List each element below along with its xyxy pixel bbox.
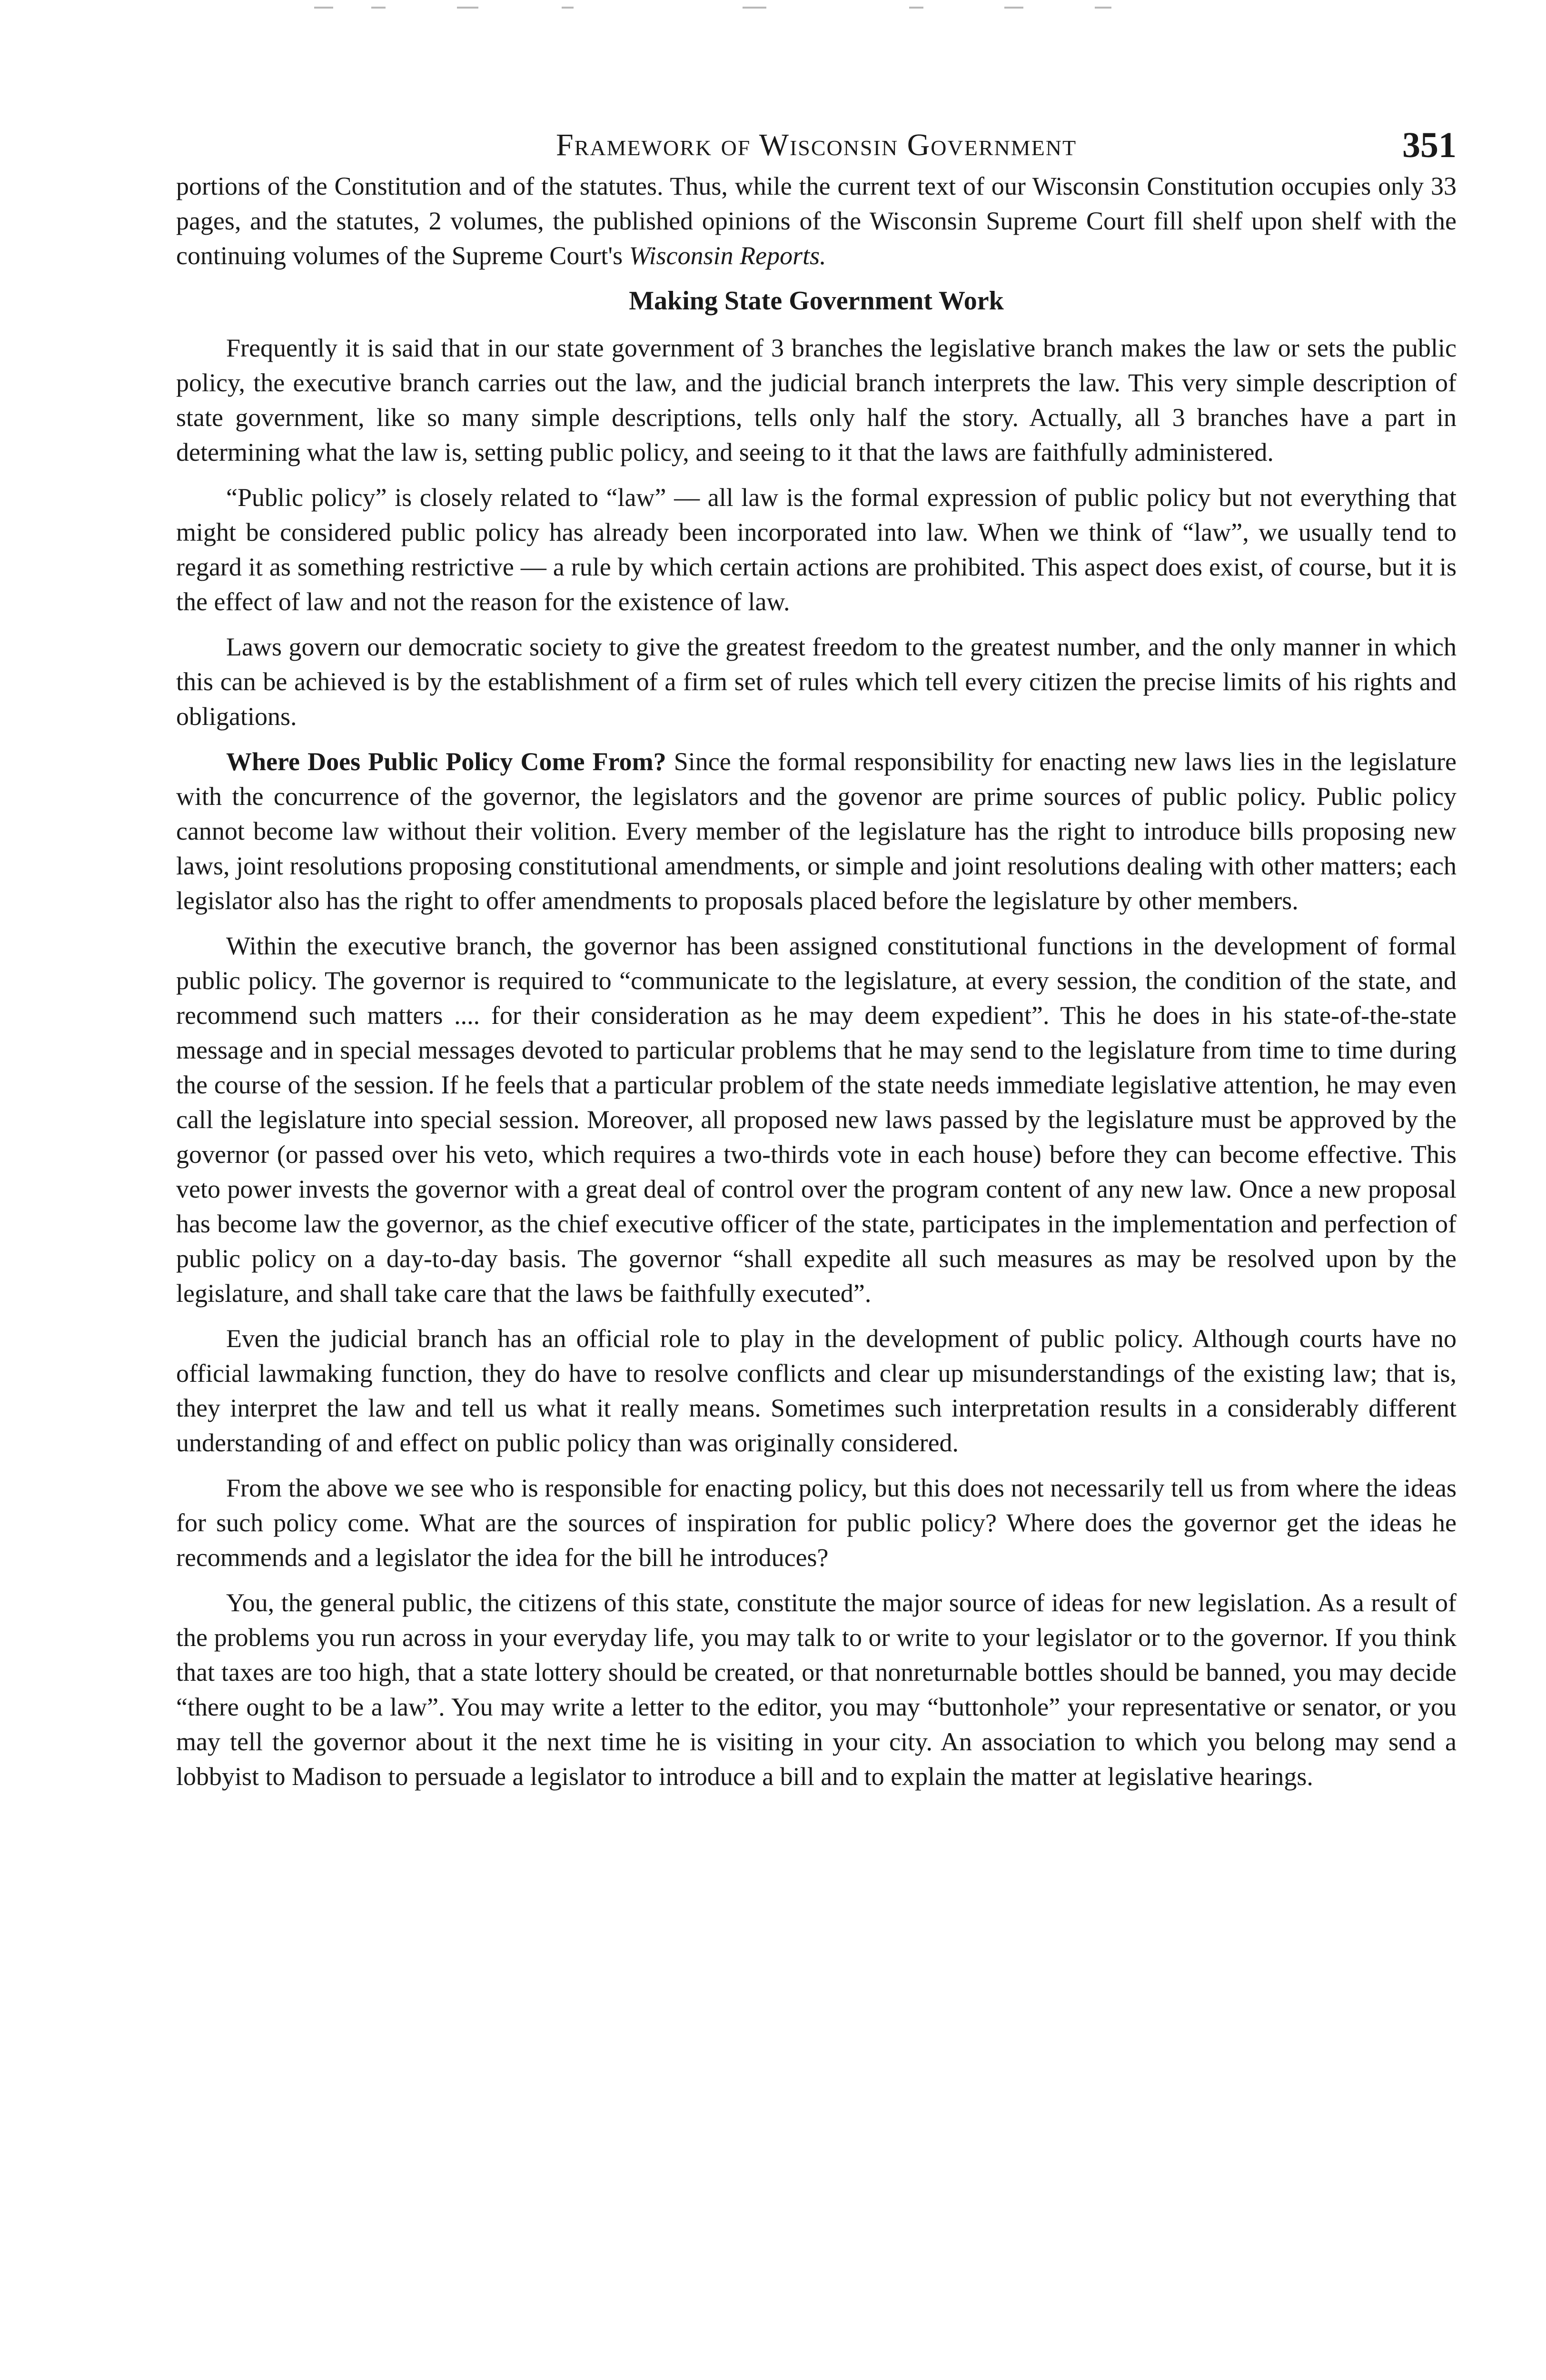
scan-speck [371,7,386,9]
body-text [176,169,1457,1794]
running-title: Framework of Wisconsin Government [555,128,1077,162]
page-number: 351 [1402,125,1457,165]
paragraph-public-policy: “Public policy” is closely related to “law” — all law is the formal expression of public policy but not everything that might be considered public policy has already been incorporated into law. When we think of “law”, we usually tend to regard it as something restrictive — a rule by which certain actions are prohibited. This aspect does exist, of course, but it is the effect of law and not the reason for the existence of law. [176,483,1457,616]
paragraph-judicial-branch: Even the judicial branch has an official role to play in the development of public policy. Although courts have no official lawmaking function, they do have to resolve conflicts and clear up misunderstandings of the existing law; that is, they interpret the law and tell us what it really means. Sometimes such interpretation results in a considerably different understanding of and effect on public policy than was originally considered. [176,1324,1457,1457]
paragraph-text: portions of the Constitution and of the statutes. Thus, while the current text of our Wisconsin Constitution occupies only 33 pages, and the statutes, 2 volumes, the published opinions of the Wisconsin Supreme Court fill shelf upon shelf with the continuing volumes of the Supreme Court's [176,172,1457,270]
scan-speck [909,7,923,9]
scan-speck [1095,7,1111,9]
paragraph-executive-branch: Within the executive branch, the governor has been assigned constitutional functions in the development of formal public policy. The governor is required to “communicate to the legislature, at every session, the condition of the state, and recommend such matters .... for their consideration as he may deem expedient”. This he does in his state-of-the-state message and in special messages devoted to particular problems that he may send to the legislature from time to time during the course of the session. If he feels that a particular problem of the state needs immediate legislative attention, he may even call the legislature into special session. Moreover, all proposed new laws passed by the legislature must be approved by the governor (or passed over his veto, which requires a two-thirds vote in each house) before they can become effective. This veto power invests the governor with a great deal of control over the program content of any new law. Once a new proposal has become law the governor, as the chief executive officer of the state, participates in the implementation and perfection of public policy on a day-to-day basis. The governor “shall expedite all such measures as may be resolved upon by the legislature, and shall take care that the laws be faithfully executed”. [176,932,1457,1308]
paragraph-text: Since the formal responsibility for enacting new laws lies in the legislature with the concurrence of the governor, the legislators and the govenor are prime sources of public policy. Public policy cannot become law without their volition. Every member of the legislature has the right to introduce bills proposing new laws, joint resolutions proposing constitutional amendments, or simple and joint resolutions dealing with other matters; each legislator also has the right to offer amendments to proposals placed before the legislature by other members. [176,747,1457,915]
running-head [176,121,1457,169]
paragraph-branches: Frequently it is said that in our state government of 3 branches the legislative branch makes the law or sets the public policy, the executive branch carries out the law, and the judicial branch interprets the law. This very simple description of state government, like so many simple descriptions, tells only half the story. Actually, all 3 branches have a part in determining what the law is, setting public policy, and seeing to it that the laws are faithfully administered. [176,334,1457,466]
scan-speck [457,7,478,9]
italic-publication-title: Wisconsin Reports. [629,241,826,270]
section-heading: Making State Government Work [629,286,1004,316]
run-in-heading: Where Does Public Policy Come From? [226,747,666,776]
document-page [176,121,1457,1805]
paragraph-continued [176,169,1457,273]
scan-speck [743,7,766,9]
paragraph-sources-of-ideas: From the above we see who is responsible for enacting policy, but this does not necessarily tell us from where the ideas for such policy come. What are the sources of inspiration for public policy? Where does the governor get the ideas he recommends and a legislator the idea for the bill he introduces? [176,1474,1457,1572]
scan-speck [1004,7,1023,9]
paragraph-general-public: You, the general public, the citizens of this state, constitute the major source of ideas for new legislation. As a result of the problems you run across in your everyday life, you may talk to or write to your legislator or to the governor. If you think that taxes are too high, that a state lottery should be created, or that nonreturnable bottles should be banned, you may decide “there ought to be a law”. You may write a letter to the editor, you may “buttonhole” your representative or senator, or you may tell the governor about it the next time he is visiting in your city. An association to which you belong may send a lobbyist to Madison to persuade a legislator to introduce a bill and to explain the matter at legislative hearings. [176,1588,1457,1791]
paragraph-laws-govern: Laws govern our democratic society to give the greatest freedom to the greatest number, and the only manner in which this can be achieved is by the establishment of a firm set of rules which tell every citizen the precise limits of his rights and obligations. [176,633,1457,731]
paragraph-policy-source [176,744,1457,918]
scan-artifacts [314,7,1123,12]
scan-speck [314,7,333,9]
scan-speck [562,7,574,9]
